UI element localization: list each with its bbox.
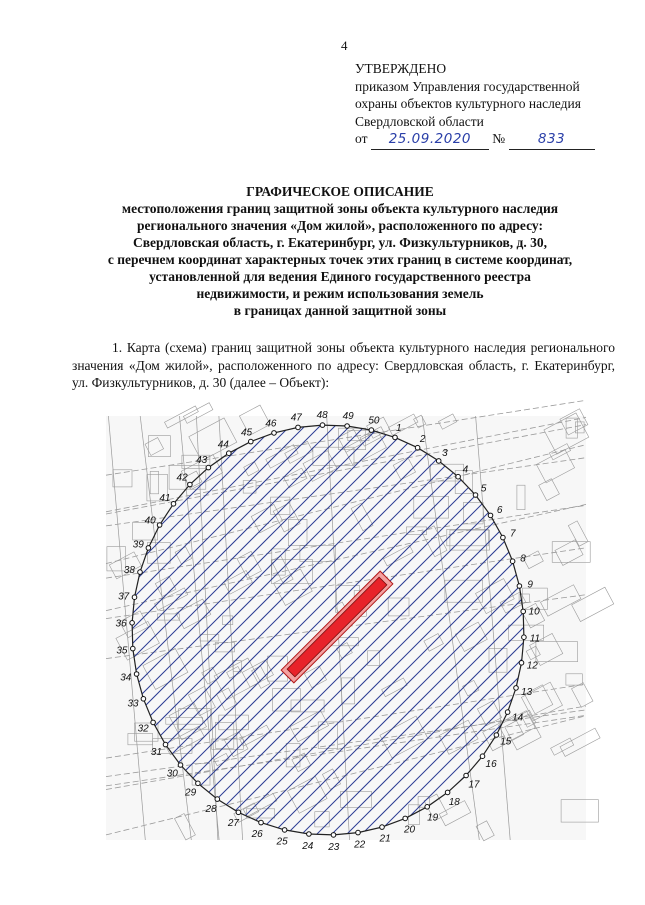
boundary-point-marker [369, 428, 374, 433]
number-prefix: № [492, 131, 506, 146]
boundary-point-marker [331, 833, 336, 838]
boundary-point-label: 4 [462, 464, 469, 476]
boundary-point-marker [157, 523, 162, 528]
document-title [60, 183, 620, 319]
boundary-point-label: 8 [520, 553, 526, 565]
boundary-point-marker [488, 513, 493, 518]
boundary-point-label: 6 [496, 505, 503, 517]
hatch-line [581, 416, 645, 840]
boundary-point-marker [501, 535, 506, 540]
boundary-point-marker [519, 661, 524, 666]
boundary-point-marker [320, 423, 325, 428]
boundary-point-label: 45 [240, 427, 253, 439]
boundary-point-label: 28 [205, 804, 217, 816]
approval-stamp [355, 60, 645, 150]
approval-heading: УТВЕРЖДЕНО [355, 61, 447, 76]
boundary-point-marker [494, 733, 499, 738]
order-date: 25.09.2020 [371, 131, 489, 150]
hatch-line [0, 416, 45, 840]
boundary-point-label: 33 [127, 698, 139, 710]
boundary-point-marker [356, 830, 361, 835]
boundary-point-label: 38 [123, 565, 135, 576]
boundary-point-marker [456, 474, 461, 479]
boundary-point-label: 50 [368, 415, 380, 427]
boundary-point-marker [134, 672, 139, 677]
boundary-point-label: 20 [403, 824, 416, 836]
hatch-line [611, 416, 645, 840]
boundary-point-label: 25 [276, 836, 288, 848]
boundary-point-label: 2 [419, 433, 426, 445]
boundary-point-label: 36 [115, 618, 127, 630]
boundary-point-marker [505, 710, 510, 715]
hatch-line [596, 416, 645, 840]
title-line: местоположения границ защитной зоны объекта культурного наследия [121, 201, 559, 216]
title-line: в границах данной защитной зоны [233, 303, 447, 318]
boundary-point-label: 37 [118, 591, 130, 603]
boundary-point-label: 19 [427, 812, 439, 824]
boundary-point-marker [236, 810, 241, 815]
boundary-point-label: 22 [354, 839, 366, 851]
boundary-point-marker [521, 609, 526, 614]
boundary-point-label: 11 [529, 633, 541, 645]
boundary-point-label: 48 [316, 410, 328, 422]
boundary-point-marker [272, 431, 277, 436]
boundary-point-marker [131, 646, 136, 651]
boundary-point-marker [522, 635, 527, 640]
boundary-point-label: 21 [379, 833, 391, 845]
boundary-point-label: 46 [265, 418, 277, 430]
boundary-point-label: 1 [396, 423, 402, 434]
approval-line-2: охраны объектов культурного наследия [355, 96, 581, 111]
date-prefix: от [355, 131, 368, 146]
boundary-point-label: 27 [227, 818, 239, 830]
boundary-point-label: 12 [526, 660, 538, 672]
boundary-point-marker [296, 425, 301, 430]
protection-zone-map [106, 410, 586, 853]
boundary-point-label: 29 [185, 787, 197, 799]
boundary-point-marker [227, 451, 232, 456]
title-line: недвижимости, и режим использования земель [196, 286, 484, 301]
boundary-point-marker [473, 493, 478, 498]
boundary-point-label: 43 [196, 454, 208, 466]
boundary-point-marker [178, 763, 183, 768]
boundary-point-label: 41 [159, 493, 171, 504]
boundary-point-label: 34 [120, 672, 132, 684]
boundary-point-label: 16 [485, 759, 497, 770]
boundary-point-marker [249, 439, 254, 444]
boundary-point-label: 32 [137, 723, 149, 735]
approval-line-1: приказом Управления государственной [355, 78, 580, 94]
boundary-point-label: 17 [468, 779, 480, 791]
boundary-point-marker [307, 832, 312, 837]
boundary-point-label: 9 [527, 579, 533, 591]
title-line: установленной для ведения Единого государственного реестра [149, 269, 531, 284]
boundary-point-label: 49 [342, 411, 354, 422]
title-heading: ГРАФИЧЕСКОЕ ОПИСАНИЕ [246, 184, 434, 199]
boundary-point-label: 14 [512, 712, 524, 724]
boundary-point-label: 35 [116, 645, 128, 657]
boundary-point-marker [403, 816, 408, 821]
boundary-point-marker [282, 828, 287, 833]
hatch-line [0, 416, 60, 840]
boundary-point-marker [514, 686, 519, 691]
boundary-point-label: 15 [500, 736, 512, 748]
approval-date-line [355, 130, 645, 150]
boundary-point-label: 40 [144, 515, 156, 527]
boundary-point-marker [146, 546, 151, 551]
boundary-point-label: 7 [510, 528, 516, 540]
boundary-point-label: 47 [290, 412, 302, 424]
boundary-point-marker [130, 621, 135, 626]
boundary-point-marker [393, 435, 398, 440]
boundary-point-label: 44 [217, 439, 229, 451]
title-line: регионального значения «Дом жилой», расположенного по адресу: [137, 218, 543, 233]
boundary-point-marker [163, 742, 168, 747]
boundary-point-marker [215, 797, 220, 802]
boundary-point-label: 23 [328, 841, 340, 853]
boundary-point-marker [188, 482, 193, 487]
boundary-point-marker [480, 754, 485, 759]
order-number: 833 [509, 131, 595, 150]
boundary-point-marker [445, 790, 450, 795]
boundary-point-marker [517, 584, 522, 589]
page-number: 4 [341, 38, 348, 53]
boundary-point-label: 3 [442, 447, 448, 459]
boundary-point-label: 39 [132, 539, 144, 551]
approval-line-3: Свердловской области [355, 113, 484, 129]
title-line: Свердловская область, г. Екатеринбург, ул. Физкультурников, д. 30, [132, 235, 548, 250]
hatch-line [0, 416, 105, 840]
boundary-point-marker [141, 697, 146, 702]
boundary-point-marker [510, 559, 515, 564]
boundary-point-marker [464, 773, 469, 778]
hatch-line [0, 416, 120, 840]
boundary-point-marker [436, 459, 441, 464]
hatch-line [0, 416, 75, 840]
boundary-point-marker [259, 820, 264, 825]
boundary-point-marker [380, 825, 385, 830]
boundary-point-label: 10 [528, 606, 540, 618]
boundary-point-label: 30 [166, 768, 178, 780]
hatch-line [0, 416, 30, 840]
boundary-point-label: 18 [448, 797, 460, 809]
section-1-paragraph: 1. Карта (схема) границ защитной зоны объекта культурного наследия регионального значения «Дом жилой», расположенного по адресу: Свердловская область, г. Екатеринбург, ул. Физкультурников, д. 30 (далее – Объект): [72, 340, 615, 390]
boundary-point-label: 13 [521, 687, 533, 698]
boundary-point-marker [345, 424, 350, 429]
hatch-line [0, 416, 90, 840]
map-canvas [106, 410, 586, 853]
boundary-point-marker [171, 502, 176, 507]
boundary-point-label: 42 [176, 472, 188, 484]
boundary-point-marker [138, 570, 143, 575]
boundary-point-label: 26 [251, 829, 263, 840]
boundary-point-marker [196, 781, 201, 786]
boundary-point-marker [415, 445, 420, 450]
boundary-point-label: 31 [150, 746, 162, 758]
title-line: с перечнем координат характерных точек этих границ в системе координат, [107, 252, 573, 267]
boundary-point-marker [425, 805, 430, 810]
boundary-point-marker [206, 465, 211, 470]
boundary-point-marker [151, 720, 156, 725]
boundary-point-label: 5 [480, 483, 487, 495]
boundary-point-marker [132, 595, 137, 600]
boundary-point-label: 24 [302, 841, 314, 852]
